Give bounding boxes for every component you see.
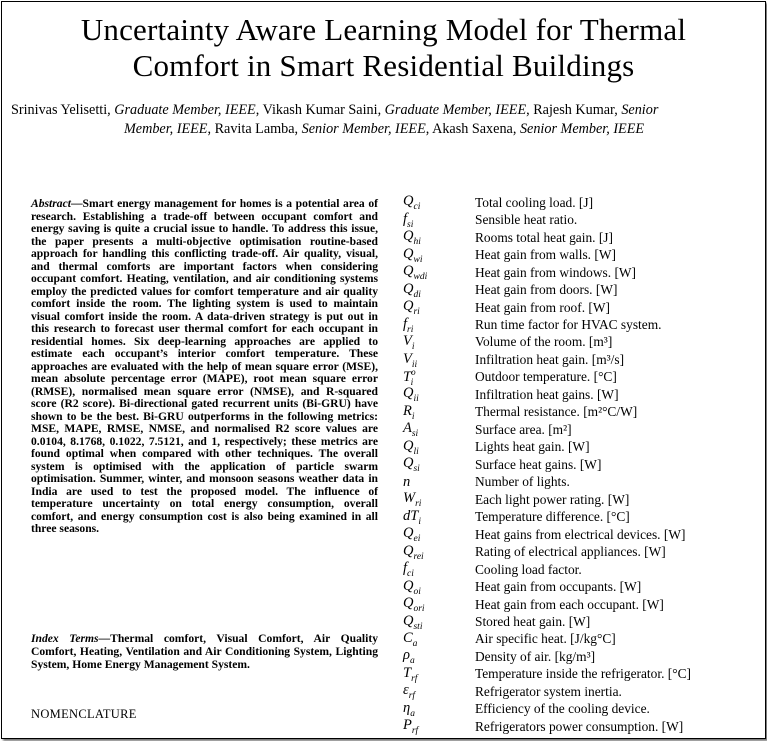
nomenclature-item [403,578,763,595]
symbol-subscript: i [411,411,415,422]
nomenclature-item [403,229,763,246]
nomenclature-description: Total cooling load. [J] [475,194,594,210]
nomenclature-symbol [403,508,475,527]
nomenclature-symbol [403,630,475,649]
author-name: , Akash Saxena, [425,121,520,137]
index-terms-label: Index Terms [31,632,99,645]
author-name: Srinivas Yelisetti, [11,102,115,118]
symbol-subscript: hi [413,237,421,248]
nomenclature-symbol [403,578,475,597]
symbol-base: Q [403,280,414,297]
nomenclature-description: Lights heat gain. [W] [475,439,590,455]
nomenclature-item [403,613,763,630]
symbol-subscript: rei [413,551,424,562]
symbol-base: V [403,350,412,367]
symbol-base: Q [403,595,414,612]
nomenclature-item [403,666,763,683]
nomenclature-item [403,299,763,316]
symbol-subscript: i [410,377,414,388]
nomenclature-symbol [403,298,475,317]
symbol-subscript: li [413,446,419,457]
author-affiliation: Senior Member, IEEE [301,121,426,137]
symbol-base: Q [403,612,414,629]
nomenclature-symbol [403,700,475,719]
nomenclature-item [403,246,763,263]
symbol-subscript: rf [411,726,419,737]
author-affiliation: Graduate Member, IEEE [384,102,527,118]
nomenclature-description: Heat gain from occupants. [W] [475,579,642,595]
nomenclature-description: Temperature difference. [°C] [475,509,630,525]
nomenclature-item [403,334,763,351]
author-name: , Vikash Kumar Saini, [255,102,385,118]
nomenclature-description: Heat gains from electrical devices. [W] [475,526,686,542]
symbol-subscript: rf [408,691,416,702]
symbol-base: η [403,699,411,716]
nomenclature-item [403,648,763,665]
symbol-base: Q [403,193,414,210]
authors-line-2 [8,120,760,139]
symbol-base: f [403,210,408,227]
nomenclature-item [403,718,763,735]
nomenclature-item [403,281,763,298]
symbol-subscript: ci [407,569,414,580]
nomenclature-item [403,491,763,508]
symbol-subscript: ci [413,202,421,213]
nomenclature-description: Outdoor temperature. [°C] [475,369,617,385]
symbol-base: Q [403,263,414,280]
symbol-base: ε [403,682,409,699]
nomenclature-symbol [403,263,475,282]
symbol-base: Q [403,228,414,245]
title-line-2: Comfort in Smart Residential Buildings [132,48,635,83]
paper-page [1,1,766,739]
nomenclature-description: Each light power rating. [W] [475,491,630,507]
nomenclature-description: Density of air. [kg/m³] [475,648,596,664]
nomenclature-symbol [403,682,475,701]
nomenclature-item [403,316,763,333]
nomenclature-description: Volume of the room. [m³] [475,334,613,350]
symbol-subscript: i [411,341,415,352]
nomenclature-item [403,543,763,560]
symbol-base: C [403,630,413,647]
symbol-subscript: oi [413,586,421,597]
symbol-subscript: wdi [413,272,428,283]
symbol-subscript: ii [413,394,419,405]
nomenclature-description: Heat gain from windows. [W] [475,264,637,280]
nomenclature-description: Infiltration heat gain. [m³/s] [475,351,625,367]
nomenclature-symbol [403,385,475,404]
symbol-subscript: si [407,219,414,230]
symbol-base: f [403,560,408,577]
symbol-base: f [403,315,408,332]
symbol-subscript: i [418,516,421,527]
author-name: , Ravita Lamba, [207,121,302,137]
title-line-1: Uncertainty Aware Learning Model for Thermal [80,12,687,47]
nomenclature-description: Cooling load factor. [475,561,582,577]
nomenclature-symbol [403,647,475,666]
symbol-subscript: rf [411,673,418,684]
nomenclature-item [403,508,763,525]
index-terms-text: —Thermal comfort, Visual Comfort, Air Quality Comfort, Heating, Ventilation and Air Conditioning System, Lighting System, Home Energy Management System. [31,632,378,671]
symbol-subscript: ori [413,603,425,614]
index-terms [31,633,378,672]
nomenclature-list [403,194,763,736]
nomenclature-description: Refrigerators power consumption. [W] [475,718,684,734]
nomenclature-symbol [403,211,475,230]
symbol-base: T [403,368,412,385]
abstract [31,198,378,536]
symbol-subscript: a [410,708,415,719]
author-affiliation: Member, IEEE [123,121,208,137]
symbol-base: W [403,490,416,507]
symbol-base: n [403,473,411,490]
symbol-subscript: si [411,429,419,440]
nomenclature-symbol [403,665,475,684]
symbol-base: Q [403,525,414,542]
symbol-subscript: a [412,638,418,649]
nomenclature-item [403,369,763,386]
symbol-base: Q [403,385,414,402]
nomenclature-symbol [403,490,475,509]
nomenclature-description: Number of lights. [475,474,570,490]
abstract-label: Abstract [31,197,71,210]
nomenclature-symbol [403,717,475,736]
nomenclature-item [403,421,763,438]
symbol-base: Q [403,245,414,262]
symbol-base: dT [403,507,419,524]
nomenclature-item [403,631,763,648]
nomenclature-description: Stored heat gain. [W] [475,613,591,629]
paper-title [2,12,765,84]
nomenclature-description: Surface heat gains. [W] [475,456,602,472]
symbol-base: T [403,664,412,681]
nomenclature-symbol [403,525,475,544]
nomenclature-description: Sensible heat ratio. [475,212,578,228]
nomenclature-item [403,683,763,700]
nomenclature-symbol [403,474,475,491]
nomenclature-symbol [403,438,475,457]
symbol-base: A [403,420,412,437]
nomenclature-description: Refrigerator system inertia. [475,683,622,699]
nomenclature-item [403,264,763,281]
nomenclature-description: Heat gain from walls. [W] [475,247,616,263]
nomenclature-item [403,404,763,421]
symbol-subscript: wi [413,254,423,265]
author-name: , Rajesh Kumar, [526,102,622,118]
symbol-base: Q [403,577,414,594]
symbol-base: Q [403,455,414,472]
author-affiliation: Senior [621,102,659,118]
nomenclature-symbol [403,543,475,562]
nomenclature-description: Surface area. [m²] [475,421,572,437]
symbol-subscript: ii [411,359,418,370]
nomenclature-description: Heat gain from doors. [W] [475,282,618,298]
nomenclature-symbol [403,595,475,614]
symbol-subscript: si [413,464,420,475]
nomenclature-symbol [403,193,475,212]
nomenclature-description: Run time factor for HVAC system. [475,317,662,333]
symbol-subscript: ri [415,499,422,510]
nomenclature-symbol [403,281,475,300]
authors-line-1 [8,101,760,120]
symbol-subscript: ri [407,324,414,335]
nomenclature-symbol [403,420,475,439]
author-list [8,101,760,139]
symbol-subscript: a [409,656,415,667]
nomenclature-item [403,701,763,718]
nomenclature-symbol [403,403,475,422]
symbol-subscript: sti [413,621,423,632]
nomenclature-description: Efficiency of the cooling device. [475,701,650,717]
symbol-subscript: ri [413,307,420,317]
nomenclature-description: Infiltration heat gains. [W] [475,386,619,402]
symbol-base: Q [403,437,414,454]
nomenclature-item [403,526,763,543]
symbol-subscript: di [413,289,421,300]
nomenclature-description: Rooms total heat gain. [J] [475,229,613,245]
nomenclature-description: Thermal resistance. [m²°C/W] [475,404,638,420]
nomenclature-symbol [403,228,475,247]
nomenclature-symbol [403,613,475,632]
nomenclature-description: Heat gain from each occupant. [W] [475,596,664,612]
nomenclature-item [403,211,763,228]
symbol-base: Q [403,542,414,559]
nomenclature-description: Temperature inside the refrigerator. [°C] [475,666,691,682]
nomenclature-symbol [403,455,475,474]
nomenclature-item [403,351,763,368]
symbol-subscript: ei [413,534,421,545]
author-affiliation: Senior Member, IEEE [519,121,645,137]
nomenclature-item [403,561,763,578]
symbol-base: Q [403,298,414,315]
nomenclature-symbol [403,246,475,265]
symbol-base: P [403,717,412,734]
nomenclature-symbol [403,560,475,579]
nomenclature-heading: NOMENCLATURE [31,707,137,721]
symbol-base: V [403,333,412,350]
nomenclature-item [403,596,763,613]
nomenclature-symbol [403,333,475,352]
nomenclature-item [403,456,763,473]
symbol-base: R [403,402,412,419]
nomenclature-item [403,386,763,403]
nomenclature-description: Rating of electrical appliances. [W] [475,544,666,560]
symbol-base: ρ [403,647,410,664]
nomenclature-description: Air specific heat. [J/kg°C] [475,631,616,647]
abstract-text: —Smart energy management for homes is a potential area of research. Establishing a trade-off between occupant comfort and energy saving is quite a crucial issue to handle. To address this issue, the paper presents a multi-objective optimisation routine-based approach for handling this conflicting trade-off. Air quality, visual, and thermal comforts are important factors when considering occupant comfort. Heating, ventilation, and air conditioning systems employ the predicted values for comfort temperature and air quality comfort inside the room. The lighting system is used to maintain visual comfort inside the room. A data-driven strategy is put out in this research to forecast user thermal comfort for each occupant in residential homes. Six deep-learning approaches are applied to estimate each occupant’s interior comfort temperature. These approaches are evaluated with the help of mean square error (MSE), mean absolute percentage error (MAPE), root mean square error (RMSE), normalised mean square error (NMSE), and R-squared score (R2 score). Bi-directional gated recurrent units (Bi-GRU) have shown to be the best. Bi-GRU outperforms in the following metrics: MSE, MAPE, RMSE, NMSE, and normalised R2 score values are 0.0104, 8.1768, 0.1022, 7.5121, and 1, respectively; these metrics are found optimal when compared with other techniques. The overall system is optimised with the application of particle swarm optimisation. Summer, winter, and monsoon seasons weather data in India are used to test the proposed model. The influence of temperature uncertainty on total energy consumption, overall comfort, and energy consumption cost is also being examined in all three seasons. [31,197,378,535]
nomenclature-symbol [403,316,475,335]
symbol-superscript: o [411,367,416,378]
nomenclature-description: Heat gain from roof. [W] [475,299,610,315]
nomenclature-item [403,194,763,211]
nomenclature-item [403,474,763,491]
nomenclature-item [403,439,763,456]
author-affiliation: Graduate Member, IEEE [114,102,256,118]
